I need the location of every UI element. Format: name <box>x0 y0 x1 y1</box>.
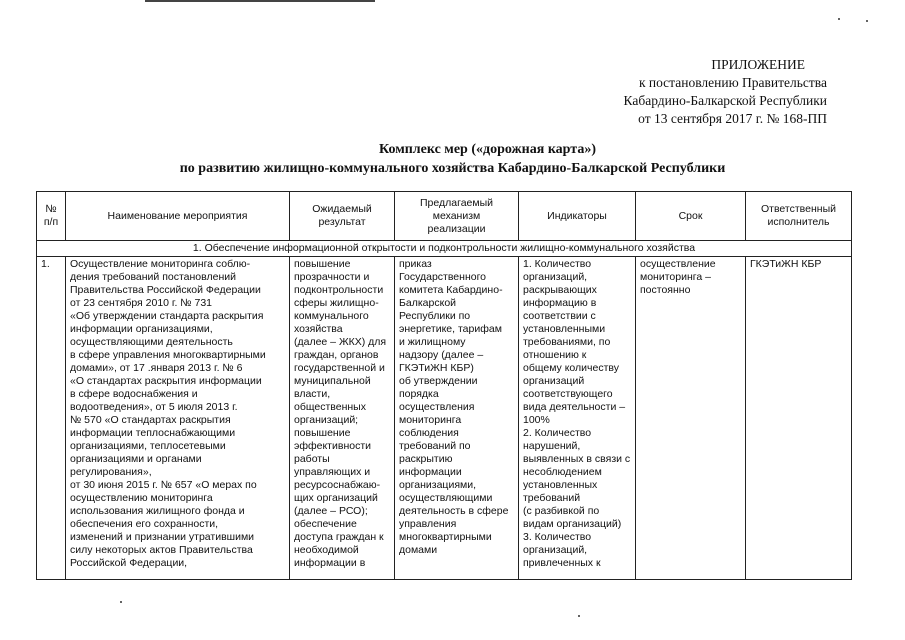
header-mechanism: Предлагаемый механизм реализации <box>395 192 519 241</box>
section-title: 1. Обеспечение информационной открытости и подконтрольности жилищно-коммунального хозяйства <box>37 241 852 257</box>
annex-block <box>624 56 827 128</box>
header-result: Ожидаемый результат <box>290 192 395 241</box>
cell-indicators: 1. Количество организаций, раскрывающих информацию в соответствии с установленными требованиями, по отношению к общему количеству организаций соответствующего вида деятельности – 100% 2. Количество нарушений, выявленных в связи с несоблюдением установленных требований (с разбивкой по видам организаций) 3. Количество организаций, привлеченных к <box>519 257 636 580</box>
annex-line: к постановлению Правительства <box>638 75 827 90</box>
header-executor: Ответственный исполнитель <box>746 192 852 241</box>
header-name: Наименование мероприятия <box>66 192 290 241</box>
header-indicators: Индикаторы <box>519 192 636 241</box>
section-row <box>37 241 852 257</box>
scan-speck <box>578 615 580 617</box>
title-line-1: Комплекс мер («дорожная карта») <box>379 142 596 157</box>
table-row <box>37 257 852 580</box>
scan-speck <box>120 601 122 603</box>
scan-top-mark <box>145 0 375 2</box>
cell-name: Осуществление мониторинга соблю- дения требований постановлений Правительства Российской Федерации от 23 сентября 2010 г. № 731 «Об утверждении стандарта раскрытия информации организациями, осуществляющими деятельность в сфере управления многоквартирными домами», от 17 .января 2013 г. № 6 «О стандартах раскрытия информации в сфере водоснабжения и водоотведения», от 5 июля 2013 г. № 570 «О стандартах раскрытия информации теплоснабжающими организациями, теплосетевыми организациями и органами регулирования», от 30 июня 2015 г. № 657 «О мерах по осуществлению мониторинга использования жилищного фонда и обеспечения его сохранности, изменений и признании утратившими силу некоторых актов Правительства Российской Федерации, <box>66 257 290 580</box>
annex-line: от 13 сентября 2017 г. № 168-ПП <box>638 111 827 126</box>
cell-term: осуществление мониторинга – постоянно <box>636 257 746 580</box>
header-term: Срок <box>636 192 746 241</box>
cell-executor: ГКЭТиЖН КБР <box>746 257 852 580</box>
cell-mechanism: приказ Государственного комитета Кабардино- Балкарской Республики по энергетике, тарифам и жилищному надзору (далее – ГКЭТиЖН КБР) об утверждении порядка осуществления мониторинга соблюдения требований по раскрытию информации организациями, осуществляющими деятельность в сфере управления многоквартирными домами <box>395 257 519 580</box>
header-num: № п/п <box>37 192 66 241</box>
scan-speck <box>838 18 840 20</box>
annex-line: Кабардино-Балкарской Республики <box>623 93 827 108</box>
roadmap-table <box>36 191 852 580</box>
title-line-2: по развитию жилищно-коммунального хозяйства Кабардино-Балкарской Республики <box>179 161 726 176</box>
document-title <box>0 140 905 178</box>
annex-heading: ПРИЛОЖЕНИЕ <box>711 57 805 72</box>
cell-num: 1. <box>37 257 66 580</box>
header-row <box>37 192 852 241</box>
scan-speck <box>866 20 868 22</box>
cell-result: повышение прозрачности и подконтрольности сферы жилищно- коммунального хозяйства (далее – ЖКХ) для граждан, органов государственной и муниципальной власти, общественных организаций; повышение эффективности работы управляющих и ресурсоснабжаю- щих организаций (далее – РСО); обеспечение доступа граждан к необходимой информации в <box>290 257 395 580</box>
